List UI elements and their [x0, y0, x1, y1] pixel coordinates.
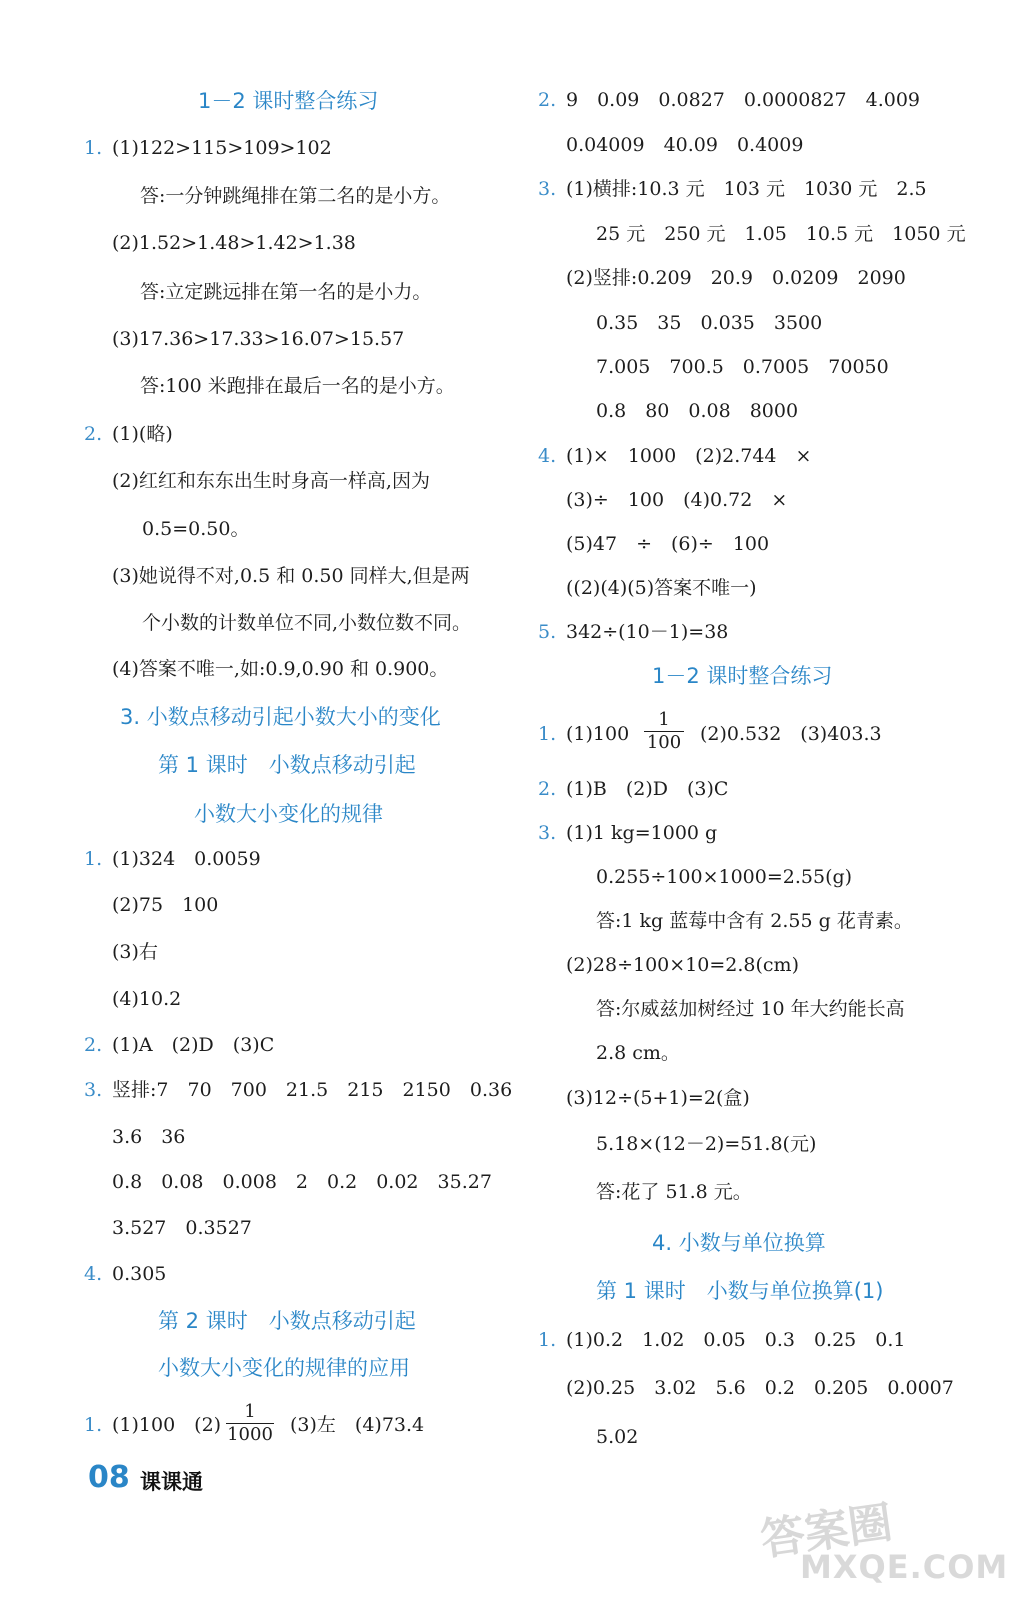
answer-line: 竖排:7 70 700 21.5 215 2150 0.36	[112, 1079, 513, 1101]
lesson-heading: 第 1 课时 小数与单位换算(1)	[596, 1279, 884, 1303]
watermark-url: MXQE.COM	[800, 1548, 1009, 1586]
answer-line: 答:花了 51.8 元。	[596, 1181, 752, 1203]
question-number: 3.	[538, 178, 557, 200]
fraction-denominator: 100	[646, 732, 682, 753]
answer-line: 答:尔威兹加树经过 10 年大约能长高	[596, 998, 905, 1020]
question-number: 1.	[538, 723, 557, 745]
answer-line: (2)75 100	[112, 894, 219, 916]
lesson-heading: 第 2 课时 小数点移动引起	[158, 1309, 416, 1333]
answer-line: 3.6 36	[112, 1126, 186, 1148]
fraction-denominator: 1000	[227, 1424, 273, 1445]
answer-line: (2)0.25 3.02 5.6 0.2 0.205 0.0007	[566, 1377, 954, 1399]
answer-line: (4)10.2	[112, 988, 182, 1010]
answer-line: ((2)(4)(5)答案不唯一)	[566, 577, 757, 599]
answer-line: 9 0.09 0.0827 0.0000827 4.009	[566, 89, 921, 111]
answer-line: (1)100	[566, 723, 630, 745]
question-number: 3.	[84, 1079, 103, 1101]
answer-line: 0.305	[112, 1263, 167, 1285]
answer-line: (2)28÷100×10=2.8(cm)	[566, 954, 799, 976]
fraction-numerator: 1	[658, 709, 670, 730]
question-number: 2.	[538, 778, 557, 800]
question-number: 2.	[84, 423, 103, 445]
lesson-heading: 第 1 课时 小数点移动引起	[158, 753, 416, 777]
question-number: 1.	[84, 1414, 103, 1436]
question-number: 1.	[538, 1329, 557, 1351]
lesson-heading: 小数大小变化的规律的应用	[158, 1356, 410, 1380]
answer-line: 5.18×(12－2)=51.8(元)	[596, 1133, 817, 1155]
answer-line: 0.255÷100×1000=2.55(g)	[596, 866, 853, 888]
answer-line: 答:一分钟跳绳排在第二名的是小方。	[140, 185, 451, 207]
answer-line: 5.02	[596, 1426, 639, 1448]
answer-line: (1)横排:10.3 元 103 元 1030 元 2.5	[566, 178, 927, 200]
answer-line: 7.005 700.5 0.7005 70050	[596, 356, 889, 378]
answer-line: (4)答案不唯一,如:0.9,0.90 和 0.900。	[112, 658, 449, 680]
answer-line: (2)0.532 (3)403.3	[700, 723, 882, 745]
section-heading: 4. 小数与单位换算	[652, 1231, 826, 1255]
answer-line: (1)100 (2)	[112, 1414, 222, 1436]
answer-line: 0.8 80 0.08 8000	[596, 400, 799, 422]
answer-line: (1)1 kg=1000 g	[566, 822, 718, 844]
question-number: 5.	[538, 621, 557, 643]
answer-line: (1)(略)	[112, 423, 173, 445]
answer-line: (1)A (2)D (3)C	[112, 1034, 275, 1056]
question-number: 2.	[84, 1034, 103, 1056]
fraction	[644, 710, 684, 753]
answer-line: (3)右	[112, 941, 158, 963]
answer-line: (1)122>115>109>102	[112, 137, 332, 159]
answer-line: 0.5=0.50。	[142, 518, 250, 540]
question-number: 3.	[538, 822, 557, 844]
section-heading: 3. 小数点移动引起小数大小的变化	[120, 705, 441, 729]
answer-line: 3.527 0.3527	[112, 1217, 252, 1239]
question-number: 1.	[84, 137, 103, 159]
answer-line: 答:立定跳远排在第一名的是小力。	[140, 281, 432, 303]
answer-line: (1)B (2)D (3)C	[566, 778, 729, 800]
question-number: 4.	[538, 445, 557, 467]
answer-line: 2.8 cm。	[596, 1042, 680, 1064]
question-number: 4.	[84, 1263, 103, 1285]
answer-line: 25 元 250 元 1.05 10.5 元 1050 元	[596, 223, 966, 245]
answer-line: (2)竖排:0.209 20.9 0.0209 2090	[566, 267, 906, 289]
answer-line: 0.04009 40.09 0.4009	[566, 134, 804, 156]
answer-line: (3)12÷(5+1)=2(盒)	[566, 1087, 750, 1109]
answer-line: (1)× 1000 (2)2.744 ×	[566, 445, 812, 467]
answer-line: (5)47 ÷ (6)÷ 100	[566, 533, 770, 555]
answer-line: 答:100 米跑排在最后一名的是小方。	[140, 375, 455, 397]
section-heading: 1－2 课时整合练习	[652, 664, 833, 688]
answer-line: (3)左 (4)73.4	[290, 1414, 425, 1436]
fraction	[226, 1402, 274, 1445]
watermark-logo: 答案圈	[757, 1497, 896, 1566]
answer-line: 0.35 35 0.035 3500	[596, 312, 823, 334]
question-number: 2.	[538, 89, 557, 111]
brand-name: 课课通	[140, 1470, 203, 1494]
question-number: 1.	[84, 848, 103, 870]
answer-line: (3)17.36>17.33>16.07>15.57	[112, 328, 405, 350]
answer-line: 342÷(10－1)=38	[566, 621, 729, 643]
answer-line: (2)红红和东东出生时身高一样高,因为	[112, 470, 430, 492]
answer-line: (2)1.52>1.48>1.42>1.38	[112, 232, 356, 254]
answer-line: 答:1 kg 蓝莓中含有 2.55 g 花青素。	[596, 910, 913, 932]
page-number: 08	[88, 1460, 130, 1495]
fraction-numerator: 1	[244, 1401, 256, 1422]
answer-line: 0.8 0.08 0.008 2 0.2 0.02 35.27	[112, 1171, 492, 1193]
answer-line: (1)324 0.0059	[112, 848, 261, 870]
answer-line: (1)0.2 1.02 0.05 0.3 0.25 0.1	[566, 1329, 906, 1351]
answer-line: (3)÷ 100 (4)0.72 ×	[566, 489, 788, 511]
section-heading: 1－2 课时整合练习	[198, 89, 379, 113]
answer-line: 个小数的计数单位不同,小数位数不同。	[142, 612, 472, 634]
lesson-heading: 小数大小变化的规律	[194, 802, 383, 826]
answer-line: (3)她说得不对,0.5 和 0.50 同样大,但是两	[112, 565, 470, 587]
